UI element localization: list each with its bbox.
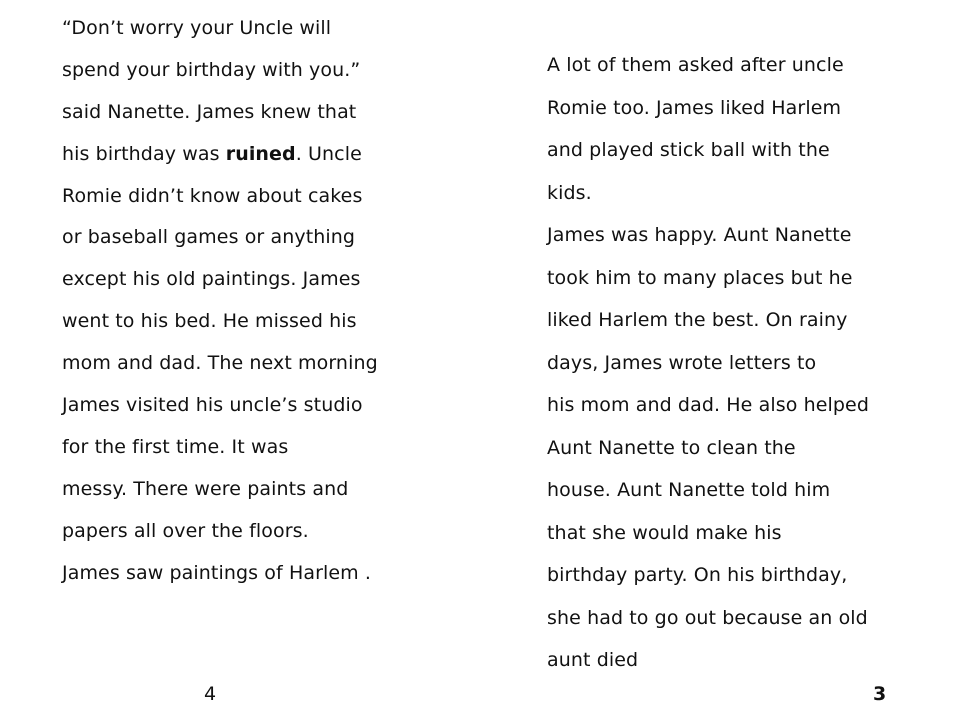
text-line: went to his bed. He missed his [62,310,357,333]
text-segment: his birthday was [62,142,226,165]
text-line: spend your birthday with you.” [62,58,361,81]
text-line: his mom and dad. He also helped [547,394,869,416]
text-line: kids. [547,181,592,204]
text-line: mom and dad. The next morning [62,352,378,375]
text-line: Aunt Nanette to clean the [547,436,796,459]
text-line: birthday party. On his birthday, [547,564,848,586]
emphasized-word: ruined [225,142,296,165]
text-line: said Nanette. James knew that [62,100,357,123]
text-line: Romie didn’t know about cakes [62,184,363,207]
text-line: except his old paintings. James [62,268,361,291]
text-line: papers all over the floors. [62,519,309,542]
text-line: “Don’t worry your Uncle will [62,17,332,39]
text-line: aunt died [547,649,639,671]
text-line: that she would make his [547,521,782,544]
text-line: she had to go out because an old [547,606,868,629]
text-line [62,134,442,176]
right-page-number: 3 [873,683,887,705]
text-line: James visited his uncle’s studio [62,394,363,417]
text-line: liked Harlem the best. On rainy [547,309,848,331]
text-line: house. Aunt Nanette told him [547,479,831,501]
text-line: days, James wrote letters to [547,351,817,374]
left-page-text [62,8,442,594]
text-line: A lot of them asked after uncle [547,54,844,76]
text-line: James saw paintings of Harlem . [62,561,372,584]
text-line: Romie too. James liked Harlem [547,96,842,119]
left-page-number: 4 [204,683,217,705]
text-line: or baseball games or anything [62,226,356,249]
text-line: James was happy. Aunt Nanette [547,224,852,246]
text-line: messy. There were paints and [62,477,349,500]
text-line: for the first time. It was [62,435,289,458]
text-line: and played stick ball with the [547,139,830,161]
text-line: took him to many places but he [547,266,853,289]
text-segment: . Uncle [295,142,362,165]
right-page-text [547,44,947,682]
